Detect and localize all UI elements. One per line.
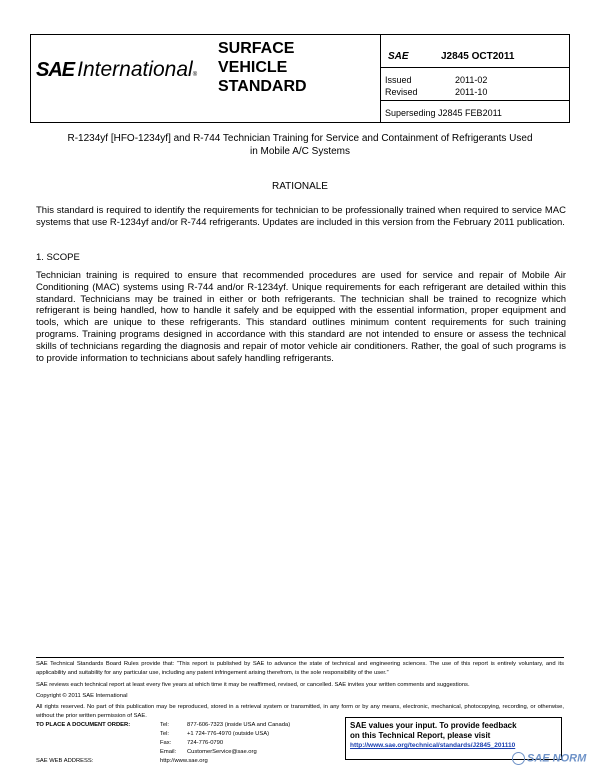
revised-label: Revised — [385, 87, 418, 97]
footer-divider — [36, 657, 564, 658]
header-docnum-divider — [380, 67, 570, 68]
contact-label-tel-intl: Tel: — [160, 731, 170, 737]
order-label: TO PLACE A DOCUMENT ORDER: — [36, 722, 131, 728]
document-title-line: R-1234yf [HFO-1234yf] and R-744 Technician Training for Service and Containment of Refrigerants Used — [67, 133, 533, 144]
web-address-value[interactable]: http://www.sae.org — [160, 758, 208, 764]
small-sae-logo: SAE — [388, 51, 409, 62]
footer-rules-text: SAE Technical Standards Board Rules provide that: “This report is published by SAE to advance the state of technical and engineering sciences. The use of this report is entirely voluntary, and its applicability and suitability for any particular use, including any patent infringement arising therefrom, is the sole responsibility of the user.” — [36, 661, 564, 676]
standard-type-line: VEHICLE — [218, 59, 288, 76]
feedback-line-2: on this Technical Report, please visit — [350, 731, 491, 740]
header-left-border — [30, 34, 31, 122]
contact-label-fax: Fax: — [160, 740, 172, 746]
contact-value-tel-intl: +1 724-776-4970 (outside USA) — [187, 731, 270, 737]
scope-text: Technician training is required to ensure that recommended procedures are used for service and repair of Mobile Air Conditioning (MAC) systems using R-744 and/or R-1234yf. Unique requirements for each refrigerant are detailed within this standard. Technicians may be trained in either or both refrigerants. The technician shall be trained to recognize which refrigerant is being handled, how to handle it safely and be equipped with the essential information, proper equipment and tools, which are unique to these refrigerants. This standard outlines minimum content requirements for such training programs. Training programs designed in accordance with this standard are not intended to ensure or assess the technical skills of technicians regarding the diagnosis and repair of motor vehicle air conditioners. Rather, the goal of such programs is to provide information to technicians about safely handling refrigerants. — [36, 270, 566, 364]
contact-value-tel: 877-606-7323 (inside USA and Canada) — [187, 722, 291, 728]
footer-rights-text: All rights reserved. No part of this publication may be reproduced, stored in a retrieval system or transmitted, in any form or by any means, electronic, mechanical, photocopying, recording, or otherwise, without the prior written permission of SAE. — [36, 704, 564, 719]
revised-value: 2011-10 — [455, 87, 488, 97]
sae-norm-watermark — [512, 752, 586, 765]
header-right-border — [569, 34, 570, 122]
footer-copyright: Copyright © 2011 SAE International — [36, 693, 128, 699]
contact-value-fax: 724-776-0790 — [187, 740, 224, 746]
superseding-text: Superseding J2845 FEB2011 — [385, 108, 502, 118]
footer-review-text: SAE reviews each technical report at least every five years at which time it may be reaffirmed, revised, or cancelled. SAE invites your written comments and suggestions. — [36, 682, 470, 688]
scope-heading: 1. SCOPE — [36, 252, 80, 263]
header-top-border — [30, 34, 570, 35]
issued-value: 2011-02 — [455, 75, 488, 85]
contact-label-email: Email: — [160, 749, 177, 755]
logo-international-text: International — [77, 58, 193, 81]
logo-trademark: ® — [192, 72, 198, 78]
document-number: J2845 OCT2011 — [441, 51, 515, 62]
standard-type — [218, 39, 307, 96]
header-dates-divider — [380, 100, 570, 101]
watermark-globe-icon — [512, 752, 525, 765]
web-address-label: SAE WEB ADDRESS: — [36, 758, 94, 764]
logo-sae-text: SAE — [36, 59, 75, 81]
standard-type-line: STANDARD — [218, 78, 307, 95]
contact-value-email[interactable]: CustomerService@sae.org — [187, 749, 257, 755]
feedback-link[interactable]: http://www.sae.org/technical/standards/J2845_201110 — [350, 742, 516, 749]
feedback-line-1: SAE values your input. To provide feedback — [350, 721, 517, 730]
watermark-text: SAE NORM — [527, 752, 587, 765]
issued-label: Issued — [385, 75, 412, 85]
header-divider — [380, 34, 381, 122]
sae-international-logo — [36, 58, 197, 82]
document-title-line: in Mobile A/C Systems — [249, 146, 351, 157]
rationale-heading: RATIONALE — [272, 181, 328, 192]
rationale-text: This standard is required to identify the requirements for technician to be professionally trained when required to service MAC systems that use R-1234yf and/or R-744 refrigerants. Updates are included in this version from the February 2011 publication. — [36, 205, 566, 228]
contact-label-tel: Tel: — [160, 722, 170, 728]
header-bottom-border — [30, 122, 570, 123]
standard-type-line: SURFACE — [218, 40, 295, 57]
document-title — [30, 132, 570, 158]
